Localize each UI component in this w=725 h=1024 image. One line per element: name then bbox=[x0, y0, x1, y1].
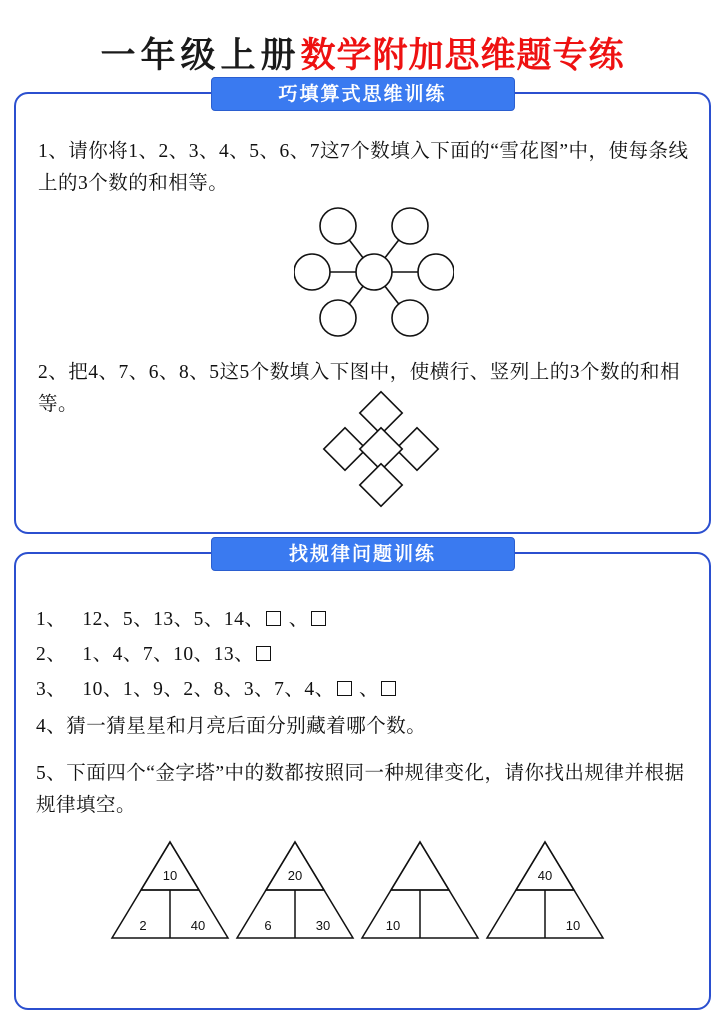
page-title-red: 数学附加思维题专练 bbox=[300, 36, 625, 75]
section-1-banner: 巧填算式思维训练 bbox=[211, 77, 515, 111]
sequence-1-items: 12、5、13、5、14、 、 bbox=[72, 609, 328, 630]
diamond-cross-figure bbox=[316, 390, 446, 530]
pyramid-4-top: 40 bbox=[537, 868, 553, 883]
question-2-text: 2、把4、7、6、8、5这5个数填入下图中，使横行、竖列上的3个数的和相等。 bbox=[38, 362, 681, 415]
section-2-banner: 找规律问题训练 bbox=[211, 537, 515, 571]
sequence-row-2 bbox=[36, 640, 273, 670]
sequence-2-index: 2、 bbox=[36, 644, 67, 665]
pyramid-2-left: 6 bbox=[264, 918, 272, 933]
sequence-1-index: 1、 bbox=[36, 609, 67, 630]
blank-box bbox=[256, 646, 271, 661]
blank-box bbox=[381, 681, 396, 696]
question-1-text: 1、请你将1、2、3、4、5、6、7这7个数填入下面的“雪花图”中，使每条线上的3个数的和相等。 bbox=[38, 141, 689, 194]
snowflake-figure bbox=[294, 206, 454, 338]
sequence-3-items: 10、1、9、2、8、3、7、4、 、 bbox=[72, 679, 398, 700]
sequence-row-3 bbox=[36, 675, 398, 705]
pyramid-figures bbox=[110, 838, 620, 948]
pyramid-3-left: 10 bbox=[385, 918, 401, 933]
sequence-row-1 bbox=[36, 605, 328, 635]
question-4-text: 4、猜一猜星星和月亮后面分别藏着哪个数。 bbox=[36, 716, 427, 737]
pyramid-1-top: 10 bbox=[162, 868, 178, 883]
page-title-black: 一年级上册 bbox=[100, 36, 301, 75]
page-title bbox=[0, 28, 725, 78]
blank-box bbox=[311, 611, 326, 626]
question-5-text: 5、下面四个“金字塔”中的数都按照同一种规律变化，请你找出规律并根据规律填空。 bbox=[36, 763, 685, 816]
pyramid-2-top: 20 bbox=[287, 868, 303, 883]
sequence-3-index: 3、 bbox=[36, 679, 67, 700]
pyramid-1-right: 40 bbox=[190, 918, 206, 933]
pyramid-2-right: 30 bbox=[315, 918, 331, 933]
blank-box bbox=[266, 611, 281, 626]
blank-box bbox=[337, 681, 352, 696]
pyramid-4-right: 10 bbox=[565, 918, 581, 933]
pyramid-1-left: 2 bbox=[139, 918, 147, 933]
section-card-1 bbox=[14, 84, 711, 534]
sequence-2-items: 1、4、7、10、13、 bbox=[72, 644, 274, 665]
